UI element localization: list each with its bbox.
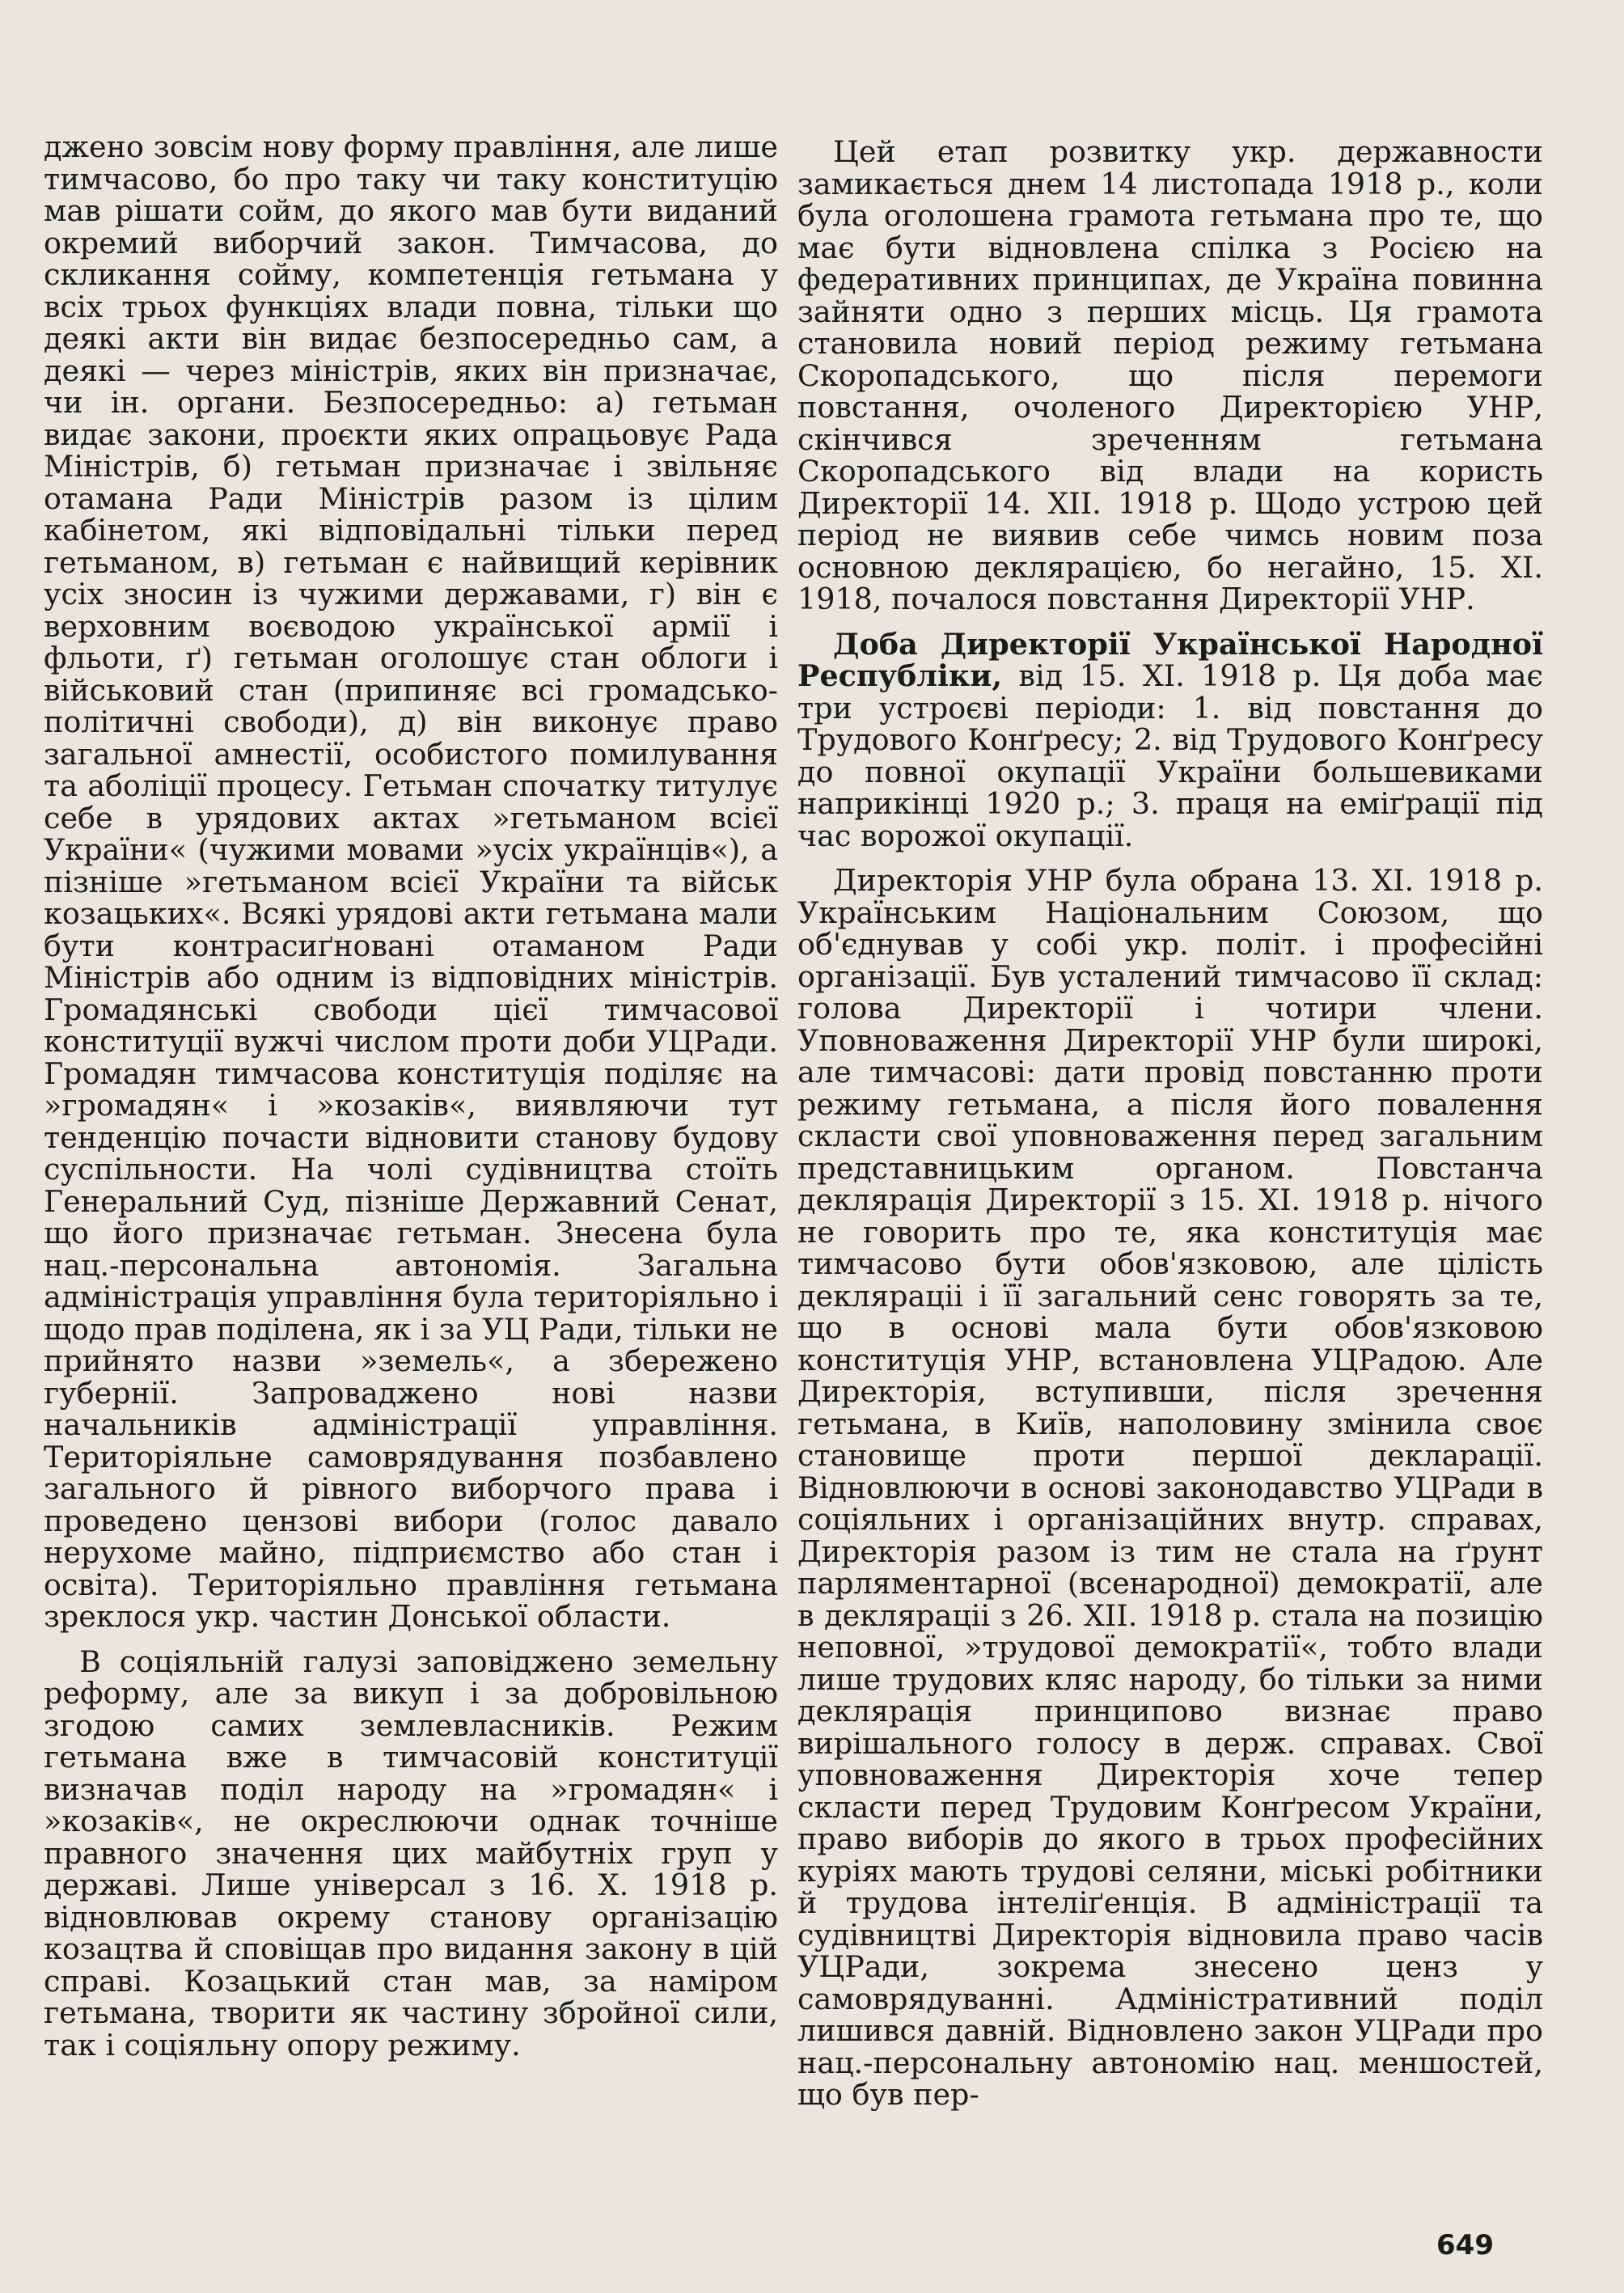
right-paragraph-2-text: від 15. XI. 1918 р. Ця доба має три устроєві періоди: 1. від повстання до Трудового Конґресу; 2. від Трудового Конґресу до повної окупації України большевиками наприкінці 1920 р.; 3. праця на еміґрації під час ворожої окупації. bbox=[797, 658, 1543, 853]
left-paragraph-1: джено зовсім нову форму правління, але лише тимчасово, бо про таку чи таку конституцію мав рішати сойм, до якого мав бути виданий окремий виборчий закон. Тимчасова, до скликання сойму, компетенція гетьмана у всіх трьох функціях влади повна, тільки що деякі акти він видає безпосередньо сам, а деякі — через міністрів, яких він призначає, чи ін. органи. Безпосередньо: а) гетьман видає закони, проєкти яких опрацьовує Рада Міністрів, б) гетьман призначає і звільняє отамана Ради Міністрів разом із цілим кабінетом, які відповідальні тільки перед гетьманом, в) гетьман є найвищий керівник усіх зносин із чужими державами, г) він є верховним воєводою української армії і фльоти, ґ) гетьман оголошує стан облоги і військовий стан (припиняє всі громадсько-політичні свободи), д) він виконує право загальної амнестії, особистого помилування та аболіції процесу. Гетьман спочатку титулує себе в урядових актах »гетьманом всієї України« (чужими мовами »усіх українців«), а пізніше »гетьманом всієї України та військ козацьких«. Всякі урядові акти гетьмана мали бути контрасиґновані отаманом Ради Міністрів або одним із відповідних міністрів. Громадянські свободи цієї тимчасової конституції вужчі числом проти доби УЦРади. Громадян тимчасова конституція поділяє на »громадян« і »козаків«, виявляючи тут тенденцію почасти відновити станову будову суспільности. На чолі судівництва стоїть Генеральний Суд, пізніше Державний Сенат, що його призначає гетьман. Знесена була нац.-персональна автономія. Загальна адміністрація управління була територіяльно і щодо прав поділена, як і за УЦ Ради, тільки не прийнято назви »земель«, а збережено губернії. Запроваджено нові назви начальників адміністрації управління. Територіяльне самоврядування позбавлено загального й рівного виборчого права і проведено цензові вибори (голос давало нерухоме майно, підприємство або стан і освіта). Територіяльно правління гетьмана зреклося укр. частин Донської области. bbox=[44, 129, 778, 1634]
right-paragraph-2 bbox=[797, 628, 1543, 852]
right-column bbox=[797, 136, 1543, 2111]
right-paragraph-3: Директорія УНР була обрана 13. XI. 1918 р. Українським Національним Союзом, що об'єднував у собі укр. політ. і професійні організації. Був усталений тимчасово її склад: голова Директорії і чотири члени. Уповноваження Директорії УНР були широкі, але тимчасові: дати провід повстанню проти режиму гетьмана, а після його повалення скласти свої уповноваження перед загальним представницьким органом. Повстанча деклярація Директорії з 15. XI. 1918 р. нічого не говорить про те, яка конституція має тимчасово бути обов'язковою, але цілість декляраціі і її загальний сенс говорять за те, що в основі мала бути обов'язковою конституція УНР, встановлена УЦРадою. Але Директорія, вступивши, після зречення гетьмана, в Київ, наполовину змінила своє становище проти першої декларації. Відновлюючи в основі законодавство УЦРади в соціяльних і організаційних внутр. справах, Директорія разом із тим не стала на ґрунт парляментарної (всенародної) демократії, але в декляраціі з 26. XII. 1918 р. стала на позицію неповної, »трудової демократії«, тобто влади лише трудових кляс народу, бо тільки за ними деклярація принципово визнає право вирішального голосу в держ. справах. Свої уповноваження Директорія хоче тепер скласти перед Трудовим Конґресом України, право виборів до якого в трьох професійних куріях мають трудові селяни, міські робітники й трудова інтеліґенція. В адміністрації та судівництві Директорія відновила право часів УЦРади, зокрема знесено ценз у самоврядуванні. Адміністративний поділ лишився давній. Відновлено закон УЦРади про нац.-персональну автономію нац. меншостей, що був пер- bbox=[797, 863, 1543, 2112]
page-number: 649 bbox=[1436, 2229, 1494, 2261]
right-paragraph-1: Цей етап розвитку укр. державности замикається днем 14 листопада 1918 р., коли була оголошена грамота гетьмана про те, що має бути відновлена спілка з Росією на федеративних принципах, де Україна повинна зайняти одно з перших місць. Ця грамота становила новий період режиму гетьмана Скоропадського, що після перемоги повстання, очоленого Директорією УНР, скінчився зреченням гетьмана Скоропадського від влади на користь Директорії 14. XII. 1918 р. Щодо устрою цей період не виявив себе чимсь новим поза основною деклярацією, бо негайно, 15. XI. 1918, почалося повстання Директорії УНР. bbox=[797, 134, 1543, 616]
left-paragraph-2: В соціяльній галузі заповіджено земельну реформу, але за викуп і за добровільною згодою самих землевласників. Режим гетьмана вже в тимчасовій конституції визначав поділ народу на »громадян« і »козаків«, не окреслюючи однак точніше правного значення цих майбутніх груп у державі. Лише універсал з 16. X. 1918 р. відновлював окрему станову організацію козацтва й сповіщав про видання закону в цій справі. Козацький стан мав, за наміром гетьмана, творити як частину збройної сили, так і соціяльну опору режиму. bbox=[44, 1644, 778, 2062]
left-column bbox=[44, 131, 778, 2061]
section-heading: Доба Директорії Української Народної Республіки, bbox=[797, 626, 1543, 693]
